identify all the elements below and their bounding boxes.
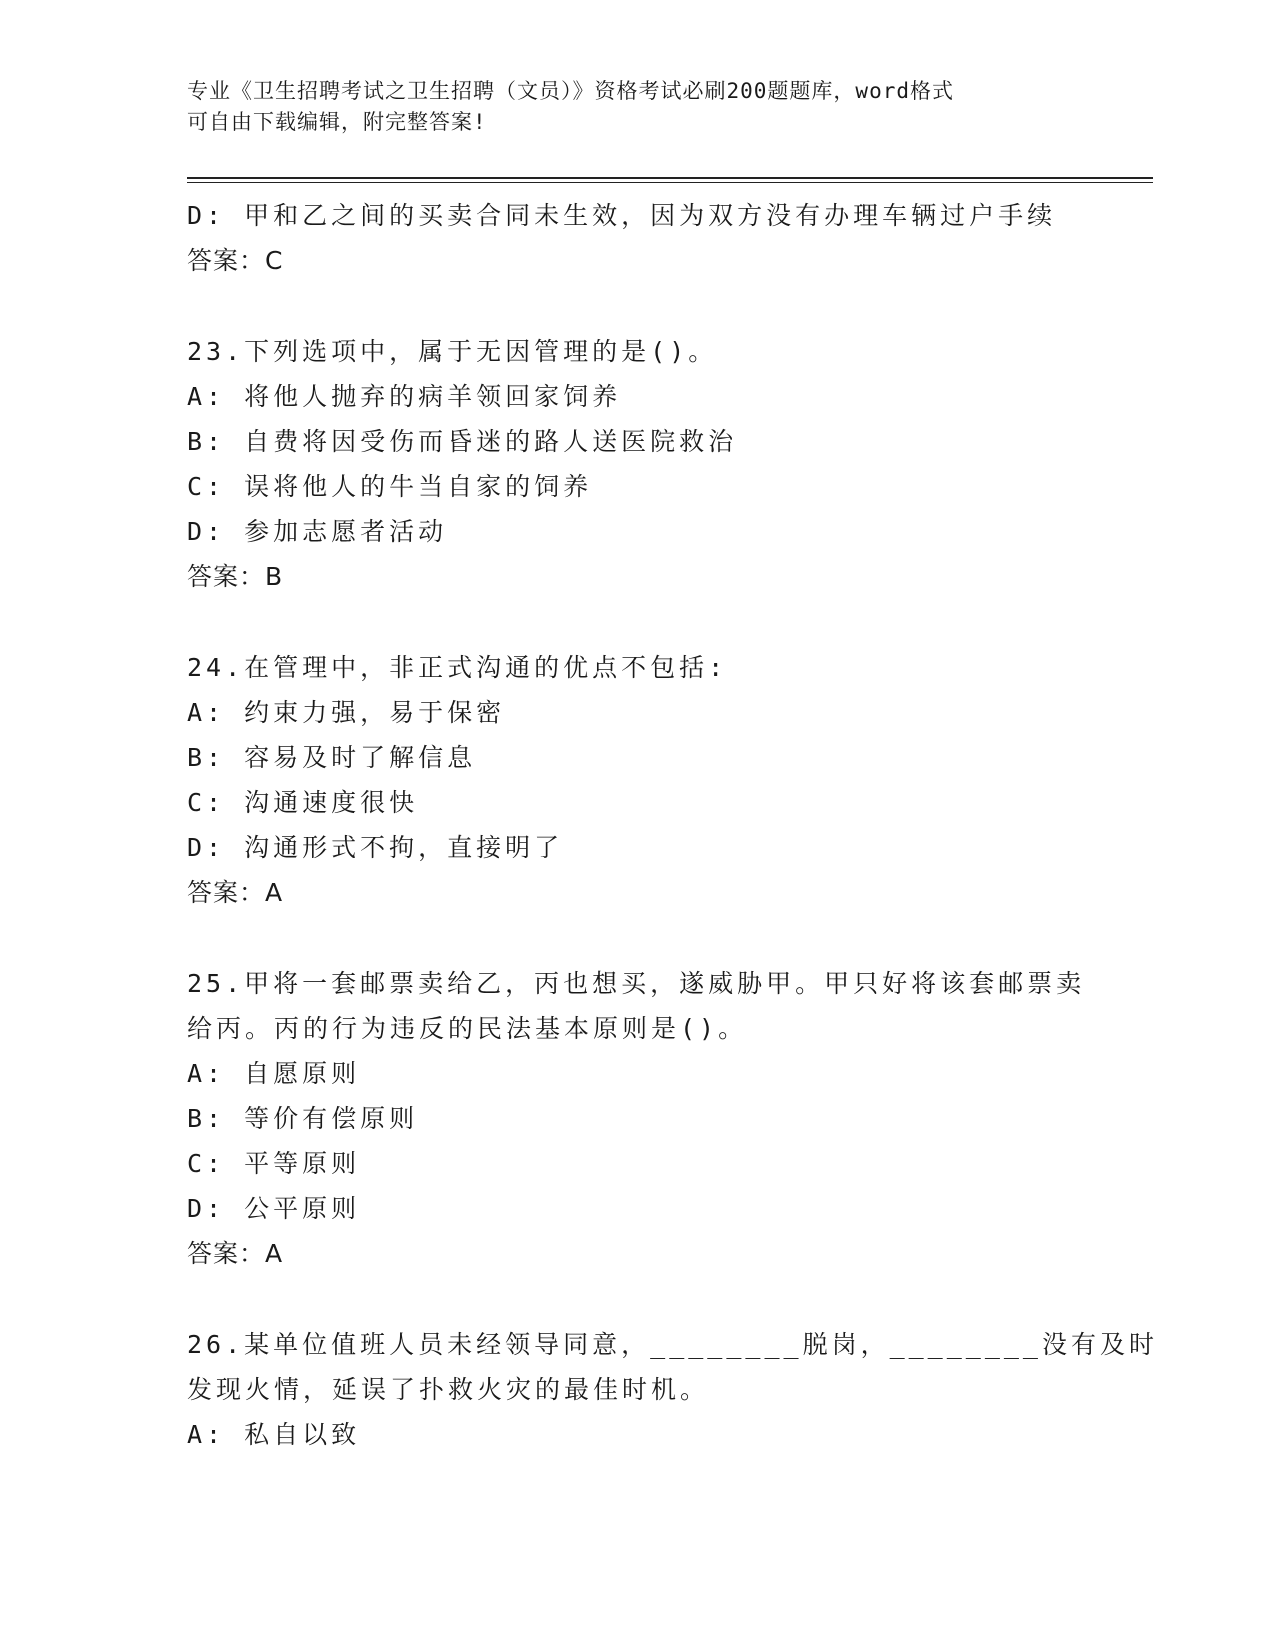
spacer [187,915,1087,961]
question-25-line-2: 给丙。丙的行为违反的民法基本原则是()。 [187,1014,748,1043]
option-a: A: 约束力强，易于保密 [187,698,506,727]
question-24: 24.在管理中，非正式沟通的优点不包括: [187,653,728,682]
option-b: B: 自费将因受伤而昏迷的路人送医院救治 [187,427,738,456]
spacer [187,283,1087,329]
option-d: D: 公平原则 [187,1194,361,1223]
option-c: C: 误将他人的牛当自家的饲养 [187,472,593,501]
option-c: C: 沟通速度很快 [187,788,419,817]
question-26-line-1: 26.某单位值班人员未经领导同意，________脱岗，________没有及时 [187,1330,1158,1359]
option-a: A: 私自以致 [187,1420,361,1449]
question-25-line-1: 25.甲将一套邮票卖给乙，丙也想买，遂威胁甲。甲只好将该套邮票卖 [187,969,1086,998]
question-26-line-2: 发现火情，延误了扑救火灾的最佳时机。 [187,1375,710,1404]
question-23: 23.下列选项中，属于无因管理的是()。 [187,337,718,366]
option-d: D: 甲和乙之间的买卖合同未生效，因为双方没有办理车辆过户手续 [187,201,1057,230]
option-a: A: 将他人抛弃的病羊领回家饲养 [187,382,622,411]
header-divider-thick [187,177,1153,179]
option-b: B: 等价有偿原则 [187,1104,419,1133]
option-b: B: 容易及时了解信息 [187,743,477,772]
document-header [187,76,1087,138]
header-divider-thin [187,182,1153,183]
answer-line: 答案：A [187,878,284,907]
spacer [187,1276,1087,1322]
header-title-line-1: 专业《卫生招聘考试之卫生招聘（文员）》资格考试必刷200题题库，word格式 [187,79,954,103]
option-c: C: 平等原则 [187,1149,361,1178]
option-d: D: 沟通形式不拘，直接明了 [187,833,564,862]
answer-line: 答案：A [187,1239,284,1268]
header-title-line-2: 可自由下载编辑，附完整答案! [187,110,487,134]
option-a: A: 自愿原则 [187,1059,361,1088]
answer-line: 答案：B [187,562,284,591]
spacer [187,599,1087,645]
answer-line: 答案：C [187,246,284,275]
option-d: D: 参加志愿者活动 [187,517,448,546]
question-list [187,193,1158,1457]
